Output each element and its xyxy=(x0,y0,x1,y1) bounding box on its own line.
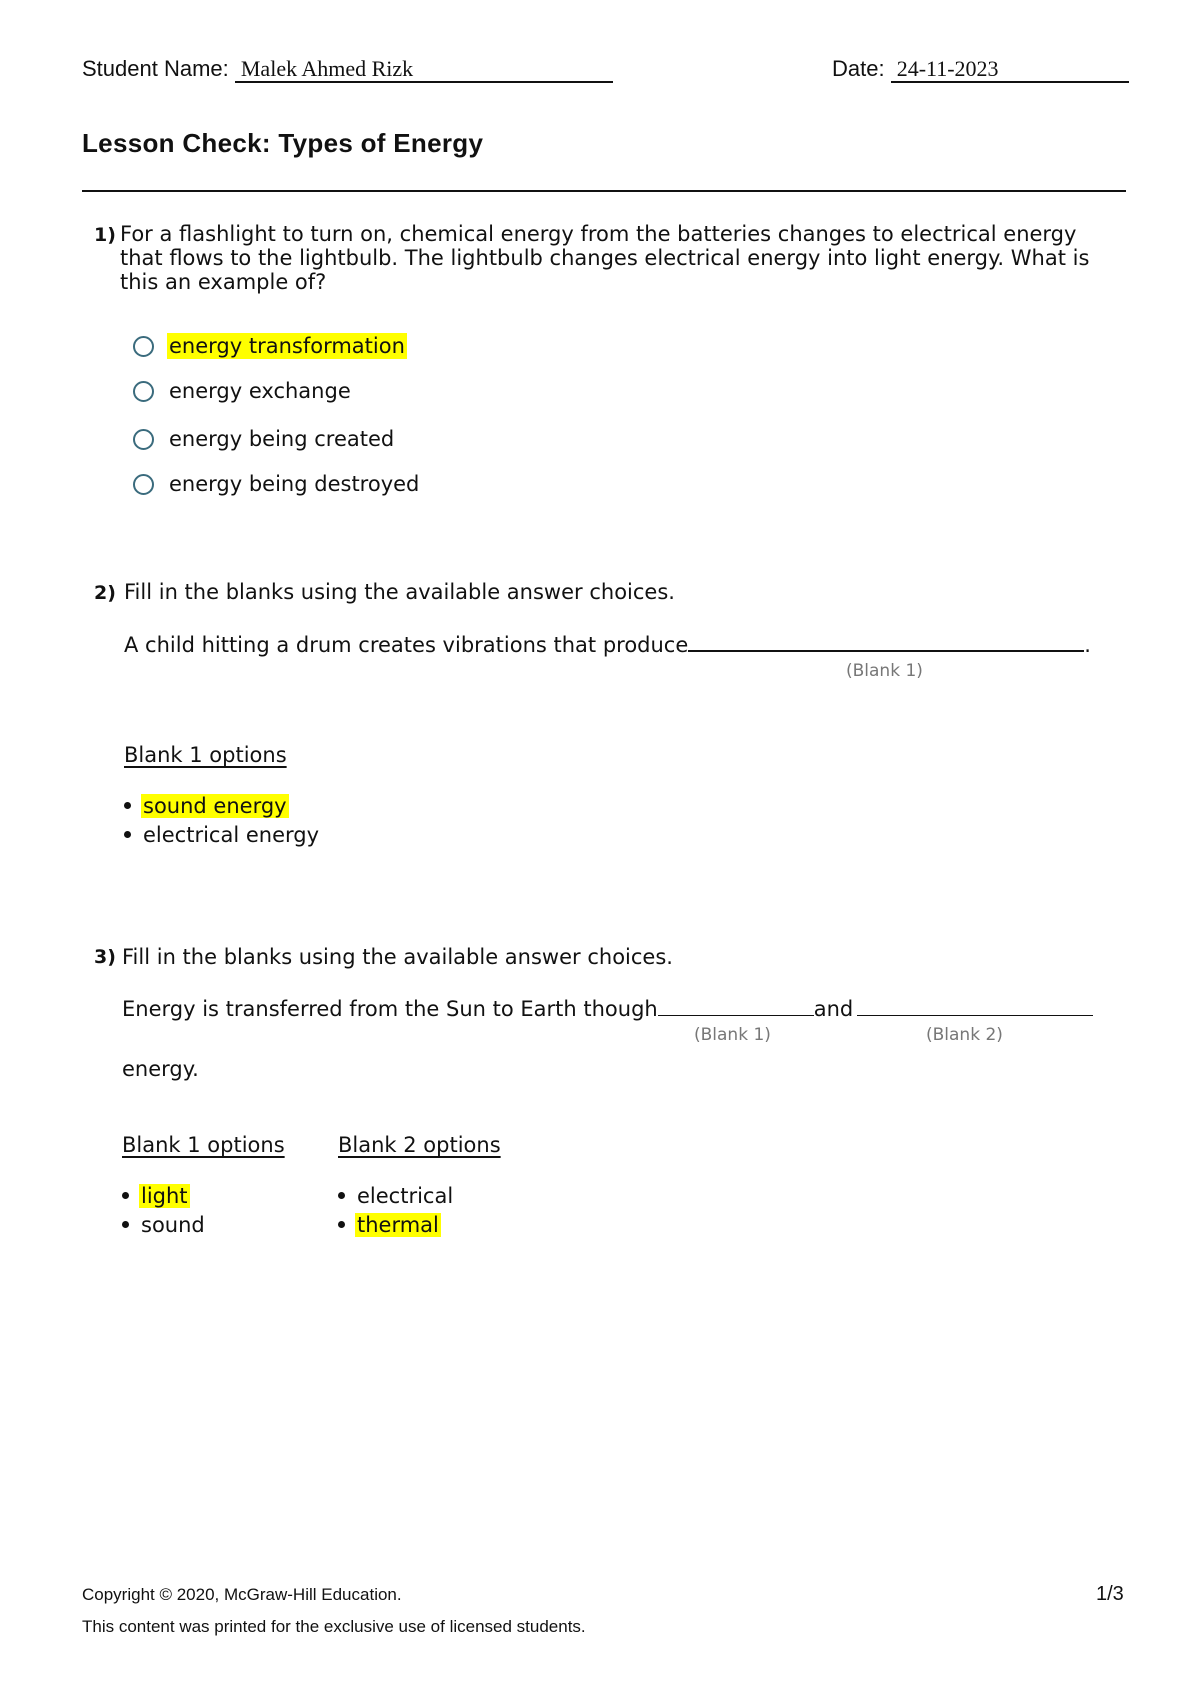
q3-blank-2-options-list xyxy=(338,1181,455,1239)
q1-text: For a flashlight to turn on, chemical energy from the batteries changes to electrical energy that flows to the lightbulb. The lightbulb changes electrical energy into light energy. What is this an example of? xyxy=(120,222,1090,294)
footer-page-number: 1/3 xyxy=(1096,1583,1124,1605)
q1-option-4[interactable] xyxy=(133,471,421,497)
q2-option-2 xyxy=(124,820,321,849)
q2-sentence-row xyxy=(124,628,1091,657)
q1-number: 1) xyxy=(94,224,116,246)
bullet-icon xyxy=(122,1192,129,1199)
q3-blank-2-option-2 xyxy=(338,1210,455,1239)
q3-blank-2-options-title xyxy=(338,1133,501,1157)
q3-blank-1-option-2 xyxy=(122,1210,207,1239)
bullet-icon xyxy=(122,1221,129,1228)
bullet-icon xyxy=(338,1192,345,1199)
q3-option-label: electrical xyxy=(357,1183,454,1208)
date-label: Date: xyxy=(832,56,885,81)
q3-option-label: light xyxy=(141,1183,188,1208)
q3-option-label: sound xyxy=(141,1212,205,1237)
q2-blank-1[interactable] xyxy=(688,628,1084,652)
radio-icon[interactable] xyxy=(133,381,154,402)
radio-icon[interactable] xyxy=(133,474,154,495)
radio-icon[interactable] xyxy=(133,336,154,357)
q3-blank-2-title-text: Blank 2 options xyxy=(338,1133,501,1157)
title-divider xyxy=(82,190,1126,192)
q3-instruction: Fill in the blanks using the available answer choices. xyxy=(122,945,673,969)
q1-option-label: energy transformation xyxy=(169,334,405,358)
q3-blank-1-options-title xyxy=(122,1133,285,1157)
q3-blank-1-options-list xyxy=(122,1181,207,1239)
q2-options-list xyxy=(124,791,321,849)
q1-option-3[interactable] xyxy=(133,426,396,452)
radio-icon[interactable] xyxy=(133,429,154,450)
q2-sentence: A child hitting a drum creates vibrations that produce xyxy=(124,633,689,657)
q2-instruction: Fill in the blanks using the available answer choices. xyxy=(124,580,675,604)
q2-number: 2) xyxy=(94,582,116,604)
q2-option-label: electrical energy xyxy=(143,822,320,847)
q2-options-title-text: Blank 1 options xyxy=(124,743,287,767)
date-row xyxy=(832,56,1129,83)
q3-blank-2-label: (Blank 2) xyxy=(926,1025,1003,1045)
q3-sentence-start: Energy is transferred from the Sun to Earth though xyxy=(122,997,658,1021)
q1-option-label: energy being destroyed xyxy=(169,472,420,496)
student-name-label: Student Name: xyxy=(82,56,229,81)
date-text: 24-11-2023 xyxy=(896,56,999,81)
student-name-value xyxy=(235,57,613,83)
date-value xyxy=(891,57,1129,83)
q3-blank-1[interactable] xyxy=(658,993,814,1016)
q3-and: and xyxy=(813,997,854,1021)
q3-number: 3) xyxy=(94,946,116,968)
q3-blank-2-option-1 xyxy=(338,1181,455,1210)
q3-blank-1-title-text: Blank 1 options xyxy=(122,1133,285,1157)
footer-notice: This content was printed for the exclusive use of licensed students. xyxy=(82,1617,586,1636)
q3-sentence-row xyxy=(122,993,1093,1021)
q3-sentence-end: energy. xyxy=(122,1057,199,1081)
bullet-icon xyxy=(124,802,131,809)
q2-options-title xyxy=(124,743,287,767)
q2-blank-1-label: (Blank 1) xyxy=(846,661,923,681)
q2-option-label: sound energy xyxy=(143,793,287,818)
q2-end-punct: . xyxy=(1084,633,1091,657)
footer-copyright: Copyright © 2020, McGraw-Hill Education. xyxy=(82,1585,402,1604)
q1-option-label: energy exchange xyxy=(169,379,351,403)
q3-blank-1-label: (Blank 1) xyxy=(694,1025,771,1045)
page-title: Lesson Check: Types of Energy xyxy=(82,128,484,158)
bullet-icon xyxy=(338,1221,345,1228)
q1-option-2[interactable] xyxy=(133,378,353,404)
bullet-icon xyxy=(124,831,131,838)
q3-blank-2[interactable] xyxy=(857,993,1093,1016)
q1-option-label: energy being created xyxy=(169,427,395,451)
student-name-text: Malek Ahmed Rizk xyxy=(240,56,414,81)
q2-option-1 xyxy=(124,791,321,820)
q1-option-1[interactable] xyxy=(133,333,407,359)
student-name-row xyxy=(82,56,613,83)
q3-option-label: thermal xyxy=(357,1212,439,1237)
q3-blank-1-option-1 xyxy=(122,1181,207,1210)
